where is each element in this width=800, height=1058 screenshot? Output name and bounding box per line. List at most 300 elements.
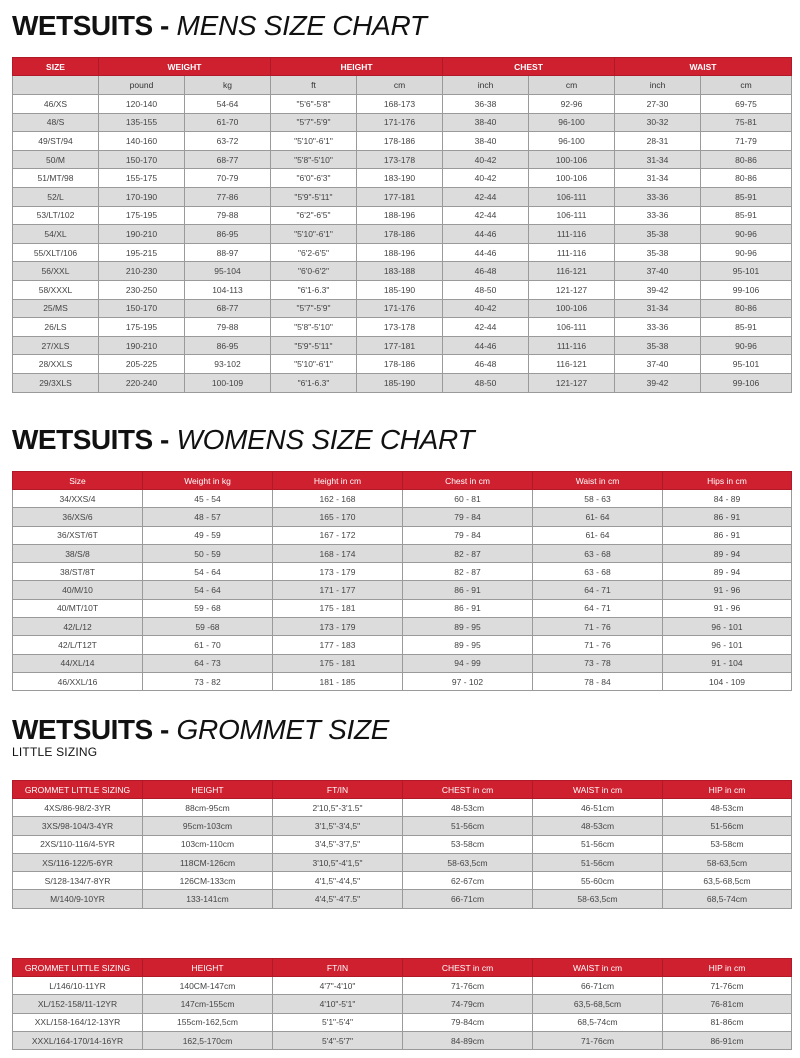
table-cell: 230-250 — [99, 280, 185, 299]
grommet1-header-waist: WAIST in cm — [533, 781, 663, 799]
table-cell: 54 - 64 — [143, 581, 273, 599]
table-cell: 40-42 — [443, 150, 529, 169]
table-cell: 27-30 — [615, 95, 701, 114]
table-cell: 48-53cm — [533, 817, 663, 835]
grommet1-header-ftin: FT/IN — [273, 781, 403, 799]
table-cell: 37-40 — [615, 355, 701, 374]
womens-header-chest: Chest in cm — [403, 472, 533, 490]
table-cell: 185-190 — [357, 373, 443, 392]
table-cell: 48-53cm — [403, 799, 533, 817]
table-cell: 175-195 — [99, 318, 185, 337]
table-cell: 86 - 91 — [403, 581, 533, 599]
table-cell: 178-186 — [357, 225, 443, 244]
table-cell: 183-190 — [357, 169, 443, 188]
table-cell: 175 - 181 — [273, 599, 403, 617]
table-row — [13, 544, 792, 562]
table-cell: 170-190 — [99, 187, 185, 206]
table-cell: 36-38 — [443, 95, 529, 114]
table-row — [13, 799, 792, 817]
table-cell: 3'10,5"-4'1,5" — [273, 853, 403, 871]
table-cell: 30-32 — [615, 113, 701, 132]
table-cell: 89 - 94 — [663, 563, 792, 581]
table-cell: 63-72 — [185, 132, 271, 151]
table-cell: 44-46 — [443, 243, 529, 262]
mens-unit-inch-waist: inch — [615, 76, 701, 95]
table-cell: 48-53cm — [663, 799, 792, 817]
table-cell: 48 - 57 — [143, 508, 273, 526]
table-cell: 183-188 — [357, 262, 443, 281]
table-cell: 155-175 — [99, 169, 185, 188]
womens-size-table — [12, 471, 792, 691]
table-cell: 68-77 — [185, 299, 271, 318]
mens-table-body — [13, 95, 792, 393]
table-cell: 71-79 — [701, 132, 792, 151]
table-row — [13, 835, 792, 853]
table-row — [13, 526, 792, 544]
table-cell: 84-89cm — [403, 1031, 533, 1049]
mens-group-header-row — [13, 58, 792, 76]
table-cell: 64 - 71 — [533, 599, 663, 617]
table-cell: 69-75 — [701, 95, 792, 114]
table-cell: 40-42 — [443, 169, 529, 188]
table-cell: 2'10,5"-3'1.5" — [273, 799, 403, 817]
table-cell: 79-88 — [185, 318, 271, 337]
mens-header-weight: WEIGHT — [99, 58, 271, 76]
table-cell: 171 - 177 — [273, 581, 403, 599]
table-cell: 106-111 — [529, 206, 615, 225]
table-cell: "6'0-6'2" — [271, 262, 357, 281]
table-cell: 95-104 — [185, 262, 271, 281]
table-cell: 99-106 — [701, 373, 792, 392]
table-cell: 58-63,5cm — [403, 853, 533, 871]
womens-header-size: Size — [13, 472, 143, 490]
table-cell: 90-96 — [701, 336, 792, 355]
mens-title-brand: WETSUITS - — [12, 10, 169, 41]
table-cell: 4'7"-4'10" — [273, 977, 403, 995]
table-cell: 40-42 — [443, 299, 529, 318]
table-cell: 53-58cm — [403, 835, 533, 853]
table-cell: 33-36 — [615, 206, 701, 225]
table-cell: 51-56cm — [533, 835, 663, 853]
table-row — [13, 262, 792, 281]
table-cell: 39-42 — [615, 280, 701, 299]
table-cell: 177 - 183 — [273, 636, 403, 654]
table-row — [13, 1031, 792, 1049]
size-cell: L/146/10-11YR — [13, 977, 143, 995]
table-cell: 86-91cm — [663, 1031, 792, 1049]
table-row — [13, 113, 792, 132]
mens-unit-size — [13, 76, 99, 95]
table-cell: "6'0"-6'3" — [271, 169, 357, 188]
table-cell: 54 - 64 — [143, 563, 273, 581]
table-cell: 61-70 — [185, 113, 271, 132]
size-cell: 51/MT/98 — [13, 169, 99, 188]
table-cell: 100-106 — [529, 299, 615, 318]
table-cell: 64 - 71 — [533, 581, 663, 599]
size-cell: 46/XXL/16 — [13, 672, 143, 690]
table-cell: 111-116 — [529, 336, 615, 355]
womens-title-chart: WOMENS SIZE CHART — [176, 424, 475, 455]
table-cell: 59 - 68 — [143, 599, 273, 617]
size-cell: 53/LT/102 — [13, 206, 99, 225]
table-cell: 28-31 — [615, 132, 701, 151]
table-row — [13, 299, 792, 318]
table-cell: 54-64 — [185, 95, 271, 114]
table-cell: 31-34 — [615, 299, 701, 318]
table-cell: 79 - 84 — [403, 508, 533, 526]
table-row — [13, 280, 792, 299]
table-cell: 77-86 — [185, 187, 271, 206]
table-cell: 86-95 — [185, 225, 271, 244]
table-cell: 51-56cm — [663, 817, 792, 835]
womens-title-brand: WETSUITS - — [12, 424, 169, 455]
table-cell: 210-230 — [99, 262, 185, 281]
table-cell: 80-86 — [701, 150, 792, 169]
table-cell: 86-95 — [185, 336, 271, 355]
grommet2-table-body — [13, 977, 792, 1050]
mens-unit-inch-chest: inch — [443, 76, 529, 95]
table-cell: 4'1,5"-4'4,5" — [273, 872, 403, 890]
grommet1-header-height: HEIGHT — [143, 781, 273, 799]
table-cell: 173 - 179 — [273, 618, 403, 636]
size-cell: 34/XXS/4 — [13, 490, 143, 508]
table-cell: 104 - 109 — [663, 672, 792, 690]
mens-title — [12, 10, 427, 42]
table-cell: 39-42 — [615, 373, 701, 392]
grommet2-header-row — [13, 959, 792, 977]
table-row — [13, 132, 792, 151]
table-cell: 97 - 102 — [403, 672, 533, 690]
table-row — [13, 890, 792, 908]
table-cell: 62-67cm — [403, 872, 533, 890]
table-cell: "5'8"-5'10" — [271, 150, 357, 169]
table-row — [13, 490, 792, 508]
table-cell: 92-96 — [529, 95, 615, 114]
table-cell: 103cm-110cm — [143, 835, 273, 853]
table-cell: 58-63,5cm — [663, 853, 792, 871]
table-cell: 73 - 78 — [533, 654, 663, 672]
table-row — [13, 206, 792, 225]
womens-table-body — [13, 490, 792, 691]
table-cell: 75-81 — [701, 113, 792, 132]
womens-title — [12, 424, 474, 456]
table-row — [13, 169, 792, 188]
mens-unit-ft: ft — [271, 76, 357, 95]
table-cell: 50 - 59 — [143, 544, 273, 562]
table-cell: 81-86cm — [663, 1013, 792, 1031]
size-cell: 29/3XLS — [13, 373, 99, 392]
table-cell: 42-44 — [443, 318, 529, 337]
mens-unit-cm-waist: cm — [701, 76, 792, 95]
table-row — [13, 636, 792, 654]
size-cell: 40/MT/10T — [13, 599, 143, 617]
size-cell: 4XS/86-98/2-3YR — [13, 799, 143, 817]
size-cell: XXL/158-164/12-13YR — [13, 1013, 143, 1031]
table-cell: 181 - 185 — [273, 672, 403, 690]
table-cell: 162,5-170cm — [143, 1031, 273, 1049]
table-cell: 5'4"-5'7" — [273, 1031, 403, 1049]
table-cell: 79 - 84 — [403, 526, 533, 544]
table-cell: "6'2-6'5" — [271, 243, 357, 262]
table-cell: 100-109 — [185, 373, 271, 392]
table-cell: 76-81cm — [663, 995, 792, 1013]
table-cell: 63,5-68,5cm — [533, 995, 663, 1013]
size-cell: 49/ST/94 — [13, 132, 99, 151]
size-cell: 58/XXXL — [13, 280, 99, 299]
table-cell: 46-48 — [443, 355, 529, 374]
table-row — [13, 817, 792, 835]
grommet1-header-chest: CHEST in cm — [403, 781, 533, 799]
table-row — [13, 672, 792, 690]
size-cell: S/128-134/7-8YR — [13, 872, 143, 890]
size-cell: 36/XST/6T — [13, 526, 143, 544]
table-row — [13, 853, 792, 871]
table-row — [13, 995, 792, 1013]
table-cell: 4'10"-5'1" — [273, 995, 403, 1013]
mens-unit-kg: kg — [185, 76, 271, 95]
table-row — [13, 150, 792, 169]
table-cell: 61- 64 — [533, 508, 663, 526]
table-cell: 96-100 — [529, 113, 615, 132]
table-cell: 171-176 — [357, 299, 443, 318]
table-cell: "5'9"-5'11" — [271, 336, 357, 355]
table-cell: 74-79cm — [403, 995, 533, 1013]
table-row — [13, 187, 792, 206]
table-cell: 85-91 — [701, 318, 792, 337]
table-cell: 147cm-155cm — [143, 995, 273, 1013]
table-cell: 71 - 76 — [533, 618, 663, 636]
table-cell: 190-210 — [99, 225, 185, 244]
size-cell: 3XS/98-104/3-4YR — [13, 817, 143, 835]
size-cell: 54/XL — [13, 225, 99, 244]
table-cell: 71 - 76 — [533, 636, 663, 654]
table-cell: 106-111 — [529, 187, 615, 206]
table-cell: 78 - 84 — [533, 672, 663, 690]
table-cell: 100-106 — [529, 169, 615, 188]
table-cell: 188-196 — [357, 243, 443, 262]
table-cell: 84 - 89 — [663, 490, 792, 508]
grommet2-header-waist: WAIST in cm — [533, 959, 663, 977]
table-cell: 85-91 — [701, 206, 792, 225]
table-cell: 48-50 — [443, 373, 529, 392]
grommet1-header-sizing: GROMMET LITTLE SIZING — [13, 781, 143, 799]
table-cell: 190-210 — [99, 336, 185, 355]
table-cell: "5'10"-6'1" — [271, 225, 357, 244]
table-cell: 86 - 91 — [663, 508, 792, 526]
table-cell: 89 - 95 — [403, 636, 533, 654]
table-cell: 93-102 — [185, 355, 271, 374]
table-cell: 205-225 — [99, 355, 185, 374]
table-cell: 106-111 — [529, 318, 615, 337]
table-cell: 33-36 — [615, 318, 701, 337]
table-cell: 48-50 — [443, 280, 529, 299]
table-cell: 177-181 — [357, 336, 443, 355]
table-cell: 175 - 181 — [273, 654, 403, 672]
table-cell: 90-96 — [701, 225, 792, 244]
mens-unit-cm-height: cm — [357, 76, 443, 95]
mens-header-waist: WAIST — [615, 58, 792, 76]
grommet1-header-hip: HIP in cm — [663, 781, 792, 799]
table-cell: 88-97 — [185, 243, 271, 262]
table-cell: 91 - 104 — [663, 654, 792, 672]
table-cell: 88cm-95cm — [143, 799, 273, 817]
grommet2-header-chest: CHEST in cm — [403, 959, 533, 977]
table-cell: 175-195 — [99, 206, 185, 225]
table-cell: 3'1,5"-3'4,5" — [273, 817, 403, 835]
mens-unit-header-row — [13, 76, 792, 95]
mens-header-size: SIZE — [13, 58, 99, 76]
table-cell: 3'4,5"-3'7,5" — [273, 835, 403, 853]
table-cell: 140CM-147cm — [143, 977, 273, 995]
size-cell: XL/152-158/11-12YR — [13, 995, 143, 1013]
size-cell: 50/M — [13, 150, 99, 169]
table-row — [13, 618, 792, 636]
table-cell: 4'4,5"-4'7.5" — [273, 890, 403, 908]
table-cell: "6'1-6.3" — [271, 280, 357, 299]
table-cell: 89 - 94 — [663, 544, 792, 562]
table-cell: "6'2"-6'5" — [271, 206, 357, 225]
table-cell: 79-88 — [185, 206, 271, 225]
table-cell: 162 - 168 — [273, 490, 403, 508]
womens-header-weight: Weight in kg — [143, 472, 273, 490]
table-cell: 59 -68 — [143, 618, 273, 636]
table-cell: 85-91 — [701, 187, 792, 206]
table-cell: "5'10"-6'1" — [271, 355, 357, 374]
size-cell: 28/XXLS — [13, 355, 99, 374]
table-cell: 46-51cm — [533, 799, 663, 817]
table-cell: 60 - 81 — [403, 490, 533, 508]
table-cell: 95cm-103cm — [143, 817, 273, 835]
table-cell: 173 - 179 — [273, 563, 403, 581]
table-cell: 45 - 54 — [143, 490, 273, 508]
table-cell: 63,5-68,5cm — [663, 872, 792, 890]
table-cell: 42-44 — [443, 206, 529, 225]
table-row — [13, 563, 792, 581]
table-cell: 73 - 82 — [143, 672, 273, 690]
table-cell: 173-178 — [357, 318, 443, 337]
table-cell: 121-127 — [529, 373, 615, 392]
table-cell: 171-176 — [357, 113, 443, 132]
table-cell: 94 - 99 — [403, 654, 533, 672]
table-cell: "5'6"-5'8" — [271, 95, 357, 114]
table-row — [13, 336, 792, 355]
table-row — [13, 599, 792, 617]
table-cell: 120-140 — [99, 95, 185, 114]
table-cell: 33-36 — [615, 187, 701, 206]
size-cell: XXXL/164-170/14-16YR — [13, 1031, 143, 1049]
table-cell: 70-79 — [185, 169, 271, 188]
grommet-title-chart: GROMMET SIZE — [176, 714, 390, 745]
table-cell: 68,5-74cm — [533, 1013, 663, 1031]
table-cell: 63 - 68 — [533, 544, 663, 562]
table-cell: 35-38 — [615, 225, 701, 244]
table-cell: 68-77 — [185, 150, 271, 169]
table-cell: 80-86 — [701, 169, 792, 188]
table-cell: 167 - 172 — [273, 526, 403, 544]
table-cell: 96 - 101 — [663, 636, 792, 654]
size-cell: 42/L/T12T — [13, 636, 143, 654]
table-cell: 188-196 — [357, 206, 443, 225]
table-row — [13, 243, 792, 262]
womens-header-hips: Hips in cm — [663, 472, 792, 490]
table-cell: 63 - 68 — [533, 563, 663, 581]
table-cell: 99-106 — [701, 280, 792, 299]
table-cell: 89 - 95 — [403, 618, 533, 636]
table-cell: 35-38 — [615, 336, 701, 355]
table-cell: 96-100 — [529, 132, 615, 151]
table-cell: 104-113 — [185, 280, 271, 299]
table-cell: 61- 64 — [533, 526, 663, 544]
table-cell: 220-240 — [99, 373, 185, 392]
womens-header-row — [13, 472, 792, 490]
table-cell: 49 - 59 — [143, 526, 273, 544]
grommet-title-brand: WETSUITS - — [12, 714, 169, 745]
size-cell: 2XS/110-116/4-5YR — [13, 835, 143, 853]
table-cell: "5'8"-5'10" — [271, 318, 357, 337]
table-cell: 71-76cm — [533, 1031, 663, 1049]
table-cell: 58-63,5cm — [533, 890, 663, 908]
table-cell: 178-186 — [357, 132, 443, 151]
table-cell: 121-127 — [529, 280, 615, 299]
table-cell: 44-46 — [443, 225, 529, 244]
table-cell: 150-170 — [99, 299, 185, 318]
grommet2-header-ftin: FT/IN — [273, 959, 403, 977]
table-cell: 61 - 70 — [143, 636, 273, 654]
mens-size-table — [12, 57, 792, 393]
table-cell: 58 - 63 — [533, 490, 663, 508]
size-cell: 42/L/12 — [13, 618, 143, 636]
size-cell: 36/XS/6 — [13, 508, 143, 526]
mens-header-height: HEIGHT — [271, 58, 443, 76]
table-cell: 95-101 — [701, 355, 792, 374]
table-cell: 150-170 — [99, 150, 185, 169]
table-row — [13, 872, 792, 890]
table-cell: 118CM-126cm — [143, 853, 273, 871]
table-cell: 42-44 — [443, 187, 529, 206]
table-cell: 35-38 — [615, 243, 701, 262]
size-cell: 46/XS — [13, 95, 99, 114]
size-cell: 40/M/10 — [13, 581, 143, 599]
grommet1-table-body — [13, 799, 792, 909]
table-row — [13, 225, 792, 244]
table-cell: 5'1"-5'4" — [273, 1013, 403, 1031]
size-cell: XS/116-122/5-6YR — [13, 853, 143, 871]
womens-header-height: Height in cm — [273, 472, 403, 490]
table-cell: 31-34 — [615, 150, 701, 169]
table-row — [13, 977, 792, 995]
table-cell: 126CM-133cm — [143, 872, 273, 890]
grommet-title — [12, 714, 389, 746]
size-cell: 52/L — [13, 187, 99, 206]
grommet-subtitle: LITTLE SIZING — [12, 745, 98, 759]
table-cell: 86 - 91 — [663, 526, 792, 544]
mens-title-chart: MENS SIZE CHART — [176, 10, 427, 41]
table-cell: 38-40 — [443, 132, 529, 151]
table-cell: "5'7"-5'9" — [271, 113, 357, 132]
table-cell: 100-106 — [529, 150, 615, 169]
table-cell: 64 - 73 — [143, 654, 273, 672]
size-cell: 25/MS — [13, 299, 99, 318]
size-cell: 55/XLT/106 — [13, 243, 99, 262]
table-cell: 165 - 170 — [273, 508, 403, 526]
grommet2-header-height: HEIGHT — [143, 959, 273, 977]
table-cell: 82 - 87 — [403, 563, 533, 581]
table-cell: 55-60cm — [533, 872, 663, 890]
table-cell: 66-71cm — [533, 977, 663, 995]
table-cell: 111-116 — [529, 243, 615, 262]
table-cell: 91 - 96 — [663, 599, 792, 617]
table-cell: 82 - 87 — [403, 544, 533, 562]
